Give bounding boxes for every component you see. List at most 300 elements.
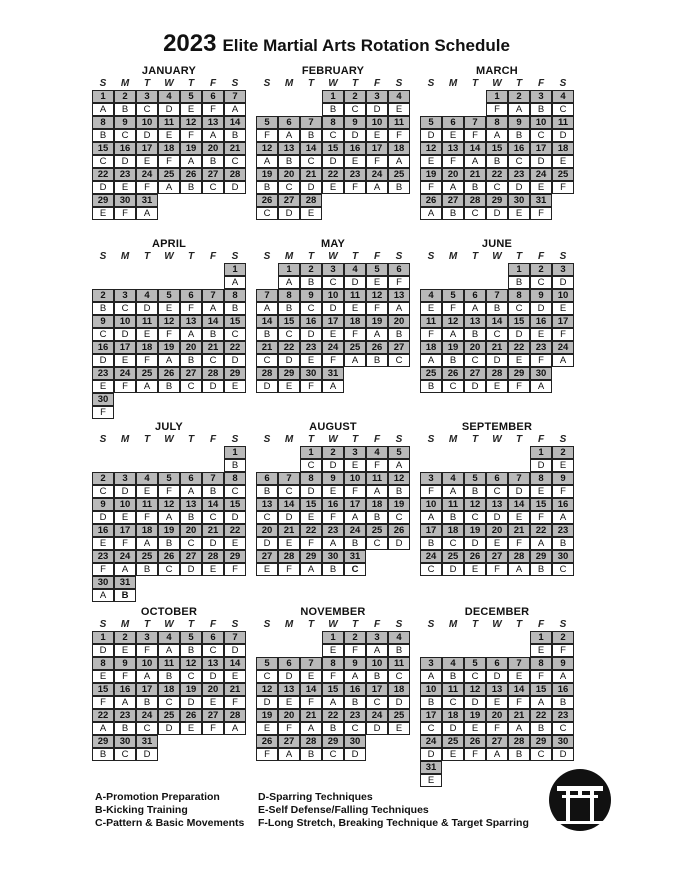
rotation-letter-cell: C	[202, 644, 224, 657]
rotation-letter-cell: E	[530, 485, 552, 498]
rotation-letter-cell: A	[486, 748, 508, 761]
rotation-letter-cell: A	[202, 129, 224, 142]
rotation-letter-cell: D	[92, 511, 114, 524]
date-cell: 14	[202, 315, 224, 328]
date-cell: 30	[300, 367, 322, 380]
date-cell: 4	[136, 289, 158, 302]
weekday-label: F	[209, 619, 217, 630]
rotation-letter-cell: E	[92, 380, 114, 393]
rotation-letter-cell: D	[486, 207, 508, 220]
weekday-label: S	[263, 619, 271, 630]
empty-cell	[136, 446, 158, 459]
date-cell: 15	[92, 142, 114, 155]
rotation-letter-cell: F	[256, 748, 278, 761]
date-cell: 2	[508, 90, 530, 103]
week-dates-row	[92, 498, 246, 511]
date-cell: 7	[278, 472, 300, 485]
empty-cell	[180, 446, 202, 459]
rotation-letter-cell: D	[344, 748, 366, 761]
rotation-letter-cell: B	[388, 328, 410, 341]
rotation-letter-cell: F	[202, 103, 224, 116]
date-cell: 26	[464, 550, 486, 563]
empty-cell	[136, 393, 158, 406]
date-cell: 9	[344, 116, 366, 129]
week-dates-row	[256, 142, 410, 155]
rotation-letter-cell: B	[224, 459, 246, 472]
week-dates-row	[420, 631, 574, 644]
rotation-letter-cell: A	[530, 696, 552, 709]
rotation-letter-cell: B	[442, 670, 464, 683]
date-cell: 23	[344, 709, 366, 722]
date-cell: 4	[442, 657, 464, 670]
rotation-letter-cell: F	[278, 563, 300, 576]
rotation-letter-cell: B	[92, 129, 114, 142]
date-cell: 11	[158, 657, 180, 670]
weekday-label: F	[373, 251, 381, 262]
rotation-letter-cell: F	[136, 181, 158, 194]
week-letters-row	[420, 276, 574, 289]
rotation-letter-cell: C	[158, 696, 180, 709]
date-cell: 23	[300, 341, 322, 354]
empty-cell	[322, 194, 344, 207]
week-dates-row	[92, 683, 246, 696]
weekday-label: M	[120, 251, 130, 262]
rotation-letter-cell: B	[322, 103, 344, 116]
empty-cell	[158, 406, 180, 419]
rotation-letter-cell: B	[366, 670, 388, 683]
date-cell: 22	[300, 524, 322, 537]
week-dates-row	[420, 498, 574, 511]
weekday-label: T	[351, 434, 359, 445]
rotation-letter-cell: C	[92, 328, 114, 341]
weekday-label: F	[209, 434, 217, 445]
date-cell: 23	[92, 367, 114, 380]
rotation-letter-cell: C	[366, 537, 388, 550]
empty-cell	[464, 103, 486, 116]
month-february	[256, 64, 410, 220]
date-cell: 2	[322, 446, 344, 459]
rotation-letter-cell: D	[442, 563, 464, 576]
rotation-letter-cell: F	[366, 302, 388, 315]
rotation-letter-cell: A	[92, 103, 114, 116]
rotation-letter-cell: E	[300, 207, 322, 220]
date-cell: 8	[224, 289, 246, 302]
empty-cell	[508, 631, 530, 644]
weekday-label: T	[307, 78, 315, 89]
date-cell: 7	[256, 289, 278, 302]
rotation-letter-cell: E	[442, 129, 464, 142]
weekday-header	[92, 251, 246, 263]
date-cell: 12	[158, 315, 180, 328]
rotation-letter-cell: D	[114, 485, 136, 498]
date-cell: 13	[202, 116, 224, 129]
rotation-letter-cell: F	[388, 129, 410, 142]
date-cell: 12	[256, 683, 278, 696]
date-cell: 1	[92, 90, 114, 103]
weekday-header	[256, 78, 410, 90]
date-cell: 17	[114, 524, 136, 537]
rotation-letter-cell: D	[202, 670, 224, 683]
date-cell: 16	[552, 498, 574, 511]
empty-cell	[464, 263, 486, 276]
rotation-letter-cell: A	[344, 511, 366, 524]
date-cell: 8	[530, 657, 552, 670]
week-letters-row	[420, 129, 574, 142]
empty-cell	[136, 459, 158, 472]
rotation-letter-cell: E	[344, 155, 366, 168]
date-cell: 31	[344, 550, 366, 563]
date-cell: 12	[464, 683, 486, 696]
empty-cell	[180, 589, 202, 602]
date-cell: 4	[158, 631, 180, 644]
date-cell: 10	[366, 657, 388, 670]
rotation-letter-cell: F	[224, 696, 246, 709]
date-cell: 27	[180, 550, 202, 563]
rotation-letter-cell: E	[322, 328, 344, 341]
rotation-letter-cell: A	[180, 485, 202, 498]
empty-cell	[442, 644, 464, 657]
date-cell: 28	[278, 550, 300, 563]
weekday-label: S	[263, 434, 271, 445]
date-cell: 18	[552, 142, 574, 155]
title-year: 2023	[163, 30, 217, 57]
rotation-letter-cell: A	[388, 459, 410, 472]
rotation-letter-cell: E	[202, 696, 224, 709]
week-dates-row	[420, 90, 574, 103]
rotation-letter-cell: E	[388, 722, 410, 735]
empty-cell	[300, 644, 322, 657]
rotation-letter-cell: C	[552, 103, 574, 116]
rotation-letter-cell: B	[92, 302, 114, 315]
week-dates-row	[420, 168, 574, 181]
date-cell: 27	[388, 341, 410, 354]
title-text: Elite Martial Arts Rotation Schedule	[222, 36, 510, 55]
week-letters-row	[92, 129, 246, 142]
week-dates-row	[256, 550, 410, 563]
date-cell: 26	[420, 194, 442, 207]
empty-cell	[180, 194, 202, 207]
date-cell: 9	[114, 657, 136, 670]
date-cell: 6	[180, 472, 202, 485]
weekday-label: S	[559, 78, 567, 89]
rotation-letter-cell: E	[420, 774, 442, 787]
date-cell: 9	[508, 116, 530, 129]
date-cell: 25	[420, 367, 442, 380]
date-cell: 26	[180, 168, 202, 181]
rotation-letter-cell: B	[114, 722, 136, 735]
legend-right	[258, 791, 529, 830]
week-letters-row	[92, 459, 246, 472]
rotation-letter-cell: B	[322, 563, 344, 576]
rotation-letter-cell: F	[552, 644, 574, 657]
empty-cell	[114, 446, 136, 459]
date-cell: 21	[508, 709, 530, 722]
date-cell: 28	[224, 168, 246, 181]
rotation-letter-cell: F	[420, 485, 442, 498]
rotation-letter-cell: F	[344, 485, 366, 498]
empty-cell	[158, 276, 180, 289]
week-letters-row	[92, 748, 246, 761]
rotation-letter-cell: B	[92, 748, 114, 761]
date-cell: 24	[114, 550, 136, 563]
month-august	[256, 420, 410, 576]
rotation-letter-cell: F	[366, 155, 388, 168]
rotation-letter-cell: E	[158, 129, 180, 142]
week-letters-row	[420, 644, 574, 657]
week-dates-row	[92, 631, 246, 644]
empty-cell	[202, 446, 224, 459]
date-cell: 23	[344, 168, 366, 181]
rotation-letter-cell: B	[136, 563, 158, 576]
rotation-letter-cell: C	[508, 302, 530, 315]
date-cell: 11	[136, 498, 158, 511]
date-cell: 3	[530, 90, 552, 103]
rotation-letter-cell: B	[180, 354, 202, 367]
rotation-letter-cell: F	[202, 722, 224, 735]
week-dates-row	[92, 341, 246, 354]
rotation-letter-cell: C	[202, 511, 224, 524]
rotation-letter-cell: B	[344, 537, 366, 550]
week-dates-row	[256, 709, 410, 722]
date-cell: 20	[442, 168, 464, 181]
empty-cell	[256, 446, 278, 459]
date-cell: 9	[344, 657, 366, 670]
rotation-letter-cell: C	[530, 748, 552, 761]
date-cell: 4	[442, 472, 464, 485]
rotation-letter-cell: E	[344, 459, 366, 472]
rotation-letter-cell: F	[278, 722, 300, 735]
week-dates-row	[92, 289, 246, 302]
rotation-letter-cell: E	[464, 722, 486, 735]
rotation-letter-cell: F	[92, 696, 114, 709]
rotation-letter-cell: C	[322, 276, 344, 289]
empty-cell	[486, 644, 508, 657]
weekday-label: T	[187, 251, 195, 262]
rotation-letter-cell: E	[420, 155, 442, 168]
date-cell: 5	[256, 657, 278, 670]
weekday-label: T	[143, 434, 151, 445]
rotation-letter-cell: A	[420, 207, 442, 220]
empty-cell	[464, 774, 486, 787]
weekday-label: M	[448, 619, 458, 630]
month-name: JULY	[155, 421, 183, 433]
date-cell: 28	[508, 735, 530, 748]
weekday-header	[420, 434, 574, 446]
week-dates-row	[256, 735, 410, 748]
rotation-letter-cell: E	[530, 644, 552, 657]
rotation-letter-cell: F	[486, 563, 508, 576]
date-cell: 12	[158, 498, 180, 511]
date-cell: 23	[92, 550, 114, 563]
week-dates-row	[256, 194, 410, 207]
weekday-label: T	[351, 619, 359, 630]
rotation-letter-cell: E	[278, 380, 300, 393]
weekday-label: W	[492, 251, 502, 262]
date-cell: 26	[180, 709, 202, 722]
date-cell: 16	[322, 498, 344, 511]
date-cell: 8	[508, 289, 530, 302]
rotation-letter-cell: C	[114, 129, 136, 142]
week-letters-row	[420, 302, 574, 315]
date-cell: 26	[388, 524, 410, 537]
date-cell: 11	[158, 116, 180, 129]
rotation-letter-cell: E	[322, 181, 344, 194]
empty-cell	[180, 576, 202, 589]
rotation-letter-cell: F	[180, 129, 202, 142]
empty-cell	[180, 263, 202, 276]
week-letters-row	[420, 328, 574, 341]
date-cell: 20	[388, 315, 410, 328]
date-cell: 13	[464, 315, 486, 328]
date-cell: 10	[552, 289, 574, 302]
week-letters-row	[92, 155, 246, 168]
rotation-letter-cell: C	[464, 670, 486, 683]
date-cell: 5	[256, 116, 278, 129]
week-letters-row	[420, 354, 574, 367]
date-cell: 7	[300, 116, 322, 129]
rotation-letter-cell: D	[158, 103, 180, 116]
date-cell: 24	[344, 524, 366, 537]
date-cell: 6	[202, 631, 224, 644]
date-cell: 7	[224, 90, 246, 103]
month-name: SEPTEMBER	[461, 421, 533, 433]
empty-cell	[420, 103, 442, 116]
rotation-letter-cell: E	[530, 328, 552, 341]
rotation-letter-cell: C	[486, 485, 508, 498]
rotation-letter-cell: F	[114, 380, 136, 393]
date-cell: 8	[322, 116, 344, 129]
empty-cell	[202, 194, 224, 207]
empty-cell	[202, 459, 224, 472]
rotation-letter-cell: B	[366, 511, 388, 524]
date-cell: 22	[92, 168, 114, 181]
rotation-letter-cell: C	[180, 380, 202, 393]
date-cell: 4	[388, 631, 410, 644]
rotation-letter-cell: D	[136, 748, 158, 761]
date-cell: 31	[136, 735, 158, 748]
rotation-letter-cell: A	[420, 511, 442, 524]
week-letters-row	[256, 129, 410, 142]
rotation-letter-cell: A	[442, 328, 464, 341]
date-cell: 16	[552, 683, 574, 696]
empty-cell	[92, 459, 114, 472]
date-cell: 15	[92, 683, 114, 696]
date-cell: 26	[442, 367, 464, 380]
empty-cell	[224, 393, 246, 406]
rotation-letter-cell: A	[486, 129, 508, 142]
date-cell: 2	[92, 289, 114, 302]
rotation-letter-cell: A	[442, 485, 464, 498]
weekday-label: S	[427, 78, 435, 89]
rotation-letter-cell: B	[530, 722, 552, 735]
rotation-letter-cell: B	[180, 181, 202, 194]
date-cell: 1	[322, 631, 344, 644]
rotation-letter-cell: E	[486, 696, 508, 709]
month-june	[420, 237, 574, 393]
empty-cell	[256, 263, 278, 276]
rotation-letter-cell: F	[136, 511, 158, 524]
rotation-letter-cell: A	[224, 276, 246, 289]
empty-cell	[136, 276, 158, 289]
week-dates-row	[92, 90, 246, 103]
date-cell: 13	[388, 289, 410, 302]
empty-cell	[508, 761, 530, 774]
date-cell: 10	[420, 498, 442, 511]
weekday-header	[256, 434, 410, 446]
weekday-label: F	[537, 78, 545, 89]
rotation-letter-cell: F	[158, 155, 180, 168]
rotation-letter-cell: C	[442, 537, 464, 550]
rotation-letter-cell: A	[442, 181, 464, 194]
weekday-label: F	[373, 619, 381, 630]
rotation-letter-cell: C	[420, 563, 442, 576]
date-cell: 12	[464, 498, 486, 511]
rotation-letter-cell: A	[158, 181, 180, 194]
date-cell: 15	[278, 315, 300, 328]
week-dates-row	[92, 142, 246, 155]
rotation-letter-cell: E	[300, 354, 322, 367]
date-cell: 1	[530, 446, 552, 459]
week-letters-row	[256, 181, 410, 194]
rotation-letter-cell: A	[508, 103, 530, 116]
date-cell: 16	[92, 341, 114, 354]
empty-cell	[486, 774, 508, 787]
rotation-letter-cell: F	[114, 207, 136, 220]
date-cell: 11	[136, 315, 158, 328]
date-cell: 22	[508, 341, 530, 354]
date-cell: 28	[202, 367, 224, 380]
weekday-label: T	[143, 251, 151, 262]
date-cell: 16	[530, 315, 552, 328]
weekday-label: T	[351, 78, 359, 89]
rotation-letter-cell: D	[278, 207, 300, 220]
rotation-letter-cell: C	[278, 328, 300, 341]
rotation-letter-cell: D	[508, 485, 530, 498]
rotation-letter-cell: E	[530, 181, 552, 194]
empty-cell	[256, 90, 278, 103]
date-cell: 31	[136, 194, 158, 207]
date-cell: 3	[344, 446, 366, 459]
rotation-letter-cell: F	[92, 563, 114, 576]
rotation-letter-cell: D	[224, 181, 246, 194]
empty-cell	[388, 748, 410, 761]
week-letters-row	[256, 328, 410, 341]
rotation-letter-cell: C	[552, 563, 574, 576]
rotation-letter-cell: B	[464, 181, 486, 194]
date-cell: 30	[508, 194, 530, 207]
rotation-letter-cell: B	[464, 328, 486, 341]
date-cell: 29	[508, 367, 530, 380]
date-cell: 10	[322, 289, 344, 302]
rotation-letter-cell: B	[224, 302, 246, 315]
empty-cell	[202, 748, 224, 761]
date-cell: 28	[224, 709, 246, 722]
date-cell: 10	[114, 315, 136, 328]
empty-cell	[508, 774, 530, 787]
rotation-letter-cell: A	[180, 328, 202, 341]
rotation-letter-cell: F	[322, 354, 344, 367]
rotation-letter-cell: A	[366, 485, 388, 498]
date-cell: 6	[486, 472, 508, 485]
empty-cell	[552, 380, 574, 393]
date-cell: 14	[224, 657, 246, 670]
date-cell: 6	[180, 289, 202, 302]
weekday-label: W	[164, 619, 174, 630]
date-cell: 11	[388, 657, 410, 670]
week-dates-row	[92, 446, 246, 459]
weekday-header	[92, 434, 246, 446]
empty-cell	[366, 207, 388, 220]
